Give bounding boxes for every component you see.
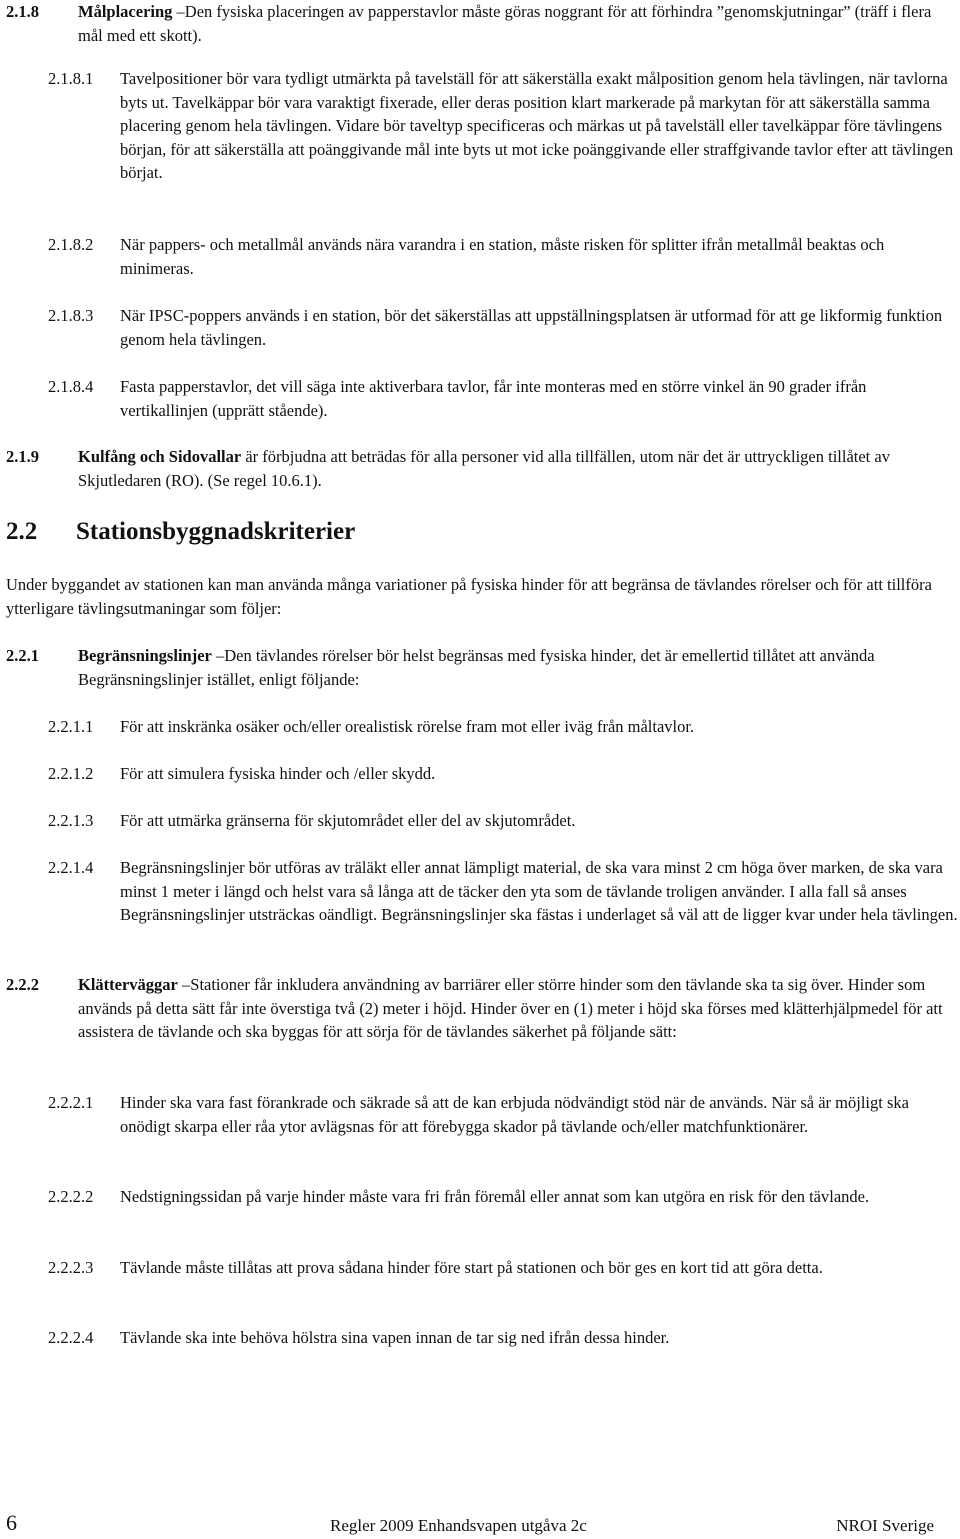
section-heading-2-2 — [6, 517, 355, 547]
organization-name: NROI Sverige — [836, 1516, 934, 1535]
section-2-2-2 — [0, 973, 960, 1044]
section-text: Tävlande ska inte behöva hölstra sina vapen innan de tar sig ned ifrån dessa hinder. — [120, 1328, 670, 1347]
section-2-1-8-2 — [0, 233, 960, 280]
section-number: 2.1.8.2 — [48, 235, 94, 254]
section-number: 2.2.1.1 — [48, 717, 94, 736]
document-title: Regler 2009 Enhandsvapen utgåva 2c — [330, 1516, 587, 1535]
section-number: 2.2.2.4 — [48, 1328, 94, 1347]
section-2-1-9 — [0, 445, 960, 492]
section-number: 2.2 — [6, 518, 38, 545]
section-number: 2.1.8.4 — [48, 377, 94, 396]
section-title: Begränsningslinjer — [78, 646, 212, 665]
section-text: är förbjudna att beträdas för alla personer vid alla tillfällen, utom när det är uttryckligen tillåtet av Skjutledaren (RO). (Se regel 10.6.1). — [78, 447, 890, 490]
section-text: – Stationer får inkludera användning av barriärer eller större hinder som den tävlande ska ta sig över. Hinder som används på detta sätt får inte överstiga två (2) meter i höjd. Hinder över en (1) meter i höjd ska förses med klätterhjälpmedel för att assistera de tävlande och ska byggas för att sörja för de tävlandes säkerhet på följande sätt: — [78, 975, 943, 1041]
section-number: 2.1.8 — [6, 2, 39, 21]
section-2-2-1-4 — [0, 856, 960, 927]
section-2-2-2-4 — [0, 1326, 960, 1350]
page-number: 6 — [6, 1510, 17, 1535]
section-2-1-8-1 — [0, 67, 960, 185]
section-2-2-1-2 — [0, 762, 960, 786]
section-text: Tavelpositioner bör vara tydligt utmärkta på tavelställ för att säkerställa exakt målposition genom hela tävlingen, när tavlorna byts ut. Tavelkäppar bör vara varaktigt fixerade, eller deras position klart markerade på markytan för att säkerställa samma placering genom hela tävlingen. Vidare bör taveltyp specificeras och märkas ut på tavelställ eller tavelkäppar före tävlingens början, för att säkerställa att poänggivande mål inte byts ut mot icke poänggivande eller straffgivande tavlor efter att tävlingen börjat. — [120, 69, 954, 182]
section-number: 2.2.2.2 — [48, 1187, 94, 1206]
section-number: 2.1.8.3 — [48, 306, 94, 325]
section-2-1-8 — [0, 0, 960, 47]
section-2-2-2-1 — [0, 1091, 960, 1138]
section-number: 2.2.2 — [6, 975, 39, 994]
intro-paragraph: Under byggandet av stationen kan man använda många variationer på fysiska hinder för att begränsa de tävlandes rörelser och för att tillföra ytterligare tävlingsutmaningar som följer: — [6, 575, 932, 618]
section-text: Begränsningslinjer bör utföras av träläkt eller annat lämpligt material, de ska vara minst 2 cm höga över marken, de ska vara minst 1 meter i längd och helst vara så långa att de täcker den yta som de tävlande troligen använder. I alla fall så anses Begränsningslinjer utsträckas oändligt. Begränsningslinjer ska fästas i underlaget så väl att de ligger kvar under hela tävlingen. — [120, 858, 958, 924]
section-number: 2.2.1 — [6, 646, 39, 665]
section-number: 2.2.1.4 — [48, 858, 94, 877]
section-text: Nedstigningssidan på varje hinder måste vara fri från föremål eller annat som kan utgöra en risk för den tävlande. — [120, 1187, 870, 1206]
section-2-2-1-1 — [0, 715, 960, 739]
section-text: Tävlande måste tillåtas att prova sådana hinder före start på stationen och bör ges en kort tid att göra detta. — [120, 1258, 823, 1277]
section-number: 2.2.1.2 — [48, 764, 94, 783]
section-title: Målplacering — [78, 2, 173, 21]
section-text: När IPSC-poppers används i en station, bör det säkerställas att uppställningsplatsen är utformad för att ge likformig funktion genom hela tävlingen. — [120, 306, 943, 349]
section-2-1-8-3 — [0, 304, 960, 351]
section-text: När pappers- och metallmål används nära varandra i en station, måste risken för splitter ifrån metallmål beaktas och minimeras. — [120, 235, 885, 278]
section-number: 2.2.1.3 — [48, 811, 94, 830]
section-text: Fasta papperstavlor, det vill säga inte aktiverbara tavlor, får inte monteras med en större vinkel än 90 grader ifrån vertikallinjen (upprätt stående). — [120, 377, 867, 420]
section-number: 2.1.9 — [6, 447, 39, 466]
section-text: – Den tävlandes rörelser bör helst begränsas med fysiska hinder, det är emellertid tillåtet att använda Begränsningslinjer istället, enligt följande: — [78, 646, 875, 689]
section-number: 2.1.8.1 — [48, 69, 94, 88]
section-text: – Den fysiska placeringen av papperstavlor måste göras noggrant för att förhindra ”genomskjutningar” (träff i flera mål med ett skott). — [78, 2, 931, 45]
section-2-1-8-4 — [0, 375, 960, 422]
section-2-2-2-2 — [0, 1185, 960, 1209]
section-number: 2.2.2.3 — [48, 1258, 94, 1277]
section-text: Hinder ska vara fast förankrade och säkrade så att de kan erbjuda nödvändigt stöd när de används. När så är möjligt ska onödigt skarpa eller råa ytor avlägsnas för att förebygga skador på tävlande och/eller matchfunktionärer. — [120, 1093, 909, 1136]
section-text: För att utmärka gränserna för skjutområdet eller del av skjutområdet. — [120, 811, 576, 830]
section-number: 2.2.2.1 — [48, 1093, 94, 1112]
section-text: För att inskränka osäker och/eller orealistisk rörelse fram mot eller iväg från måltavlor. — [120, 717, 695, 736]
section-2-2-1-3 — [0, 809, 960, 833]
section-2-2-1 — [0, 644, 960, 691]
section-title: Klätterväggar — [78, 975, 178, 994]
page-footer — [0, 1509, 960, 1539]
section-title: Stationsbyggnadskriterier — [76, 518, 356, 545]
section-title: Kulfång och Sidovallar — [78, 447, 242, 466]
section-text: För att simulera fysiska hinder och /eller skydd. — [120, 764, 436, 783]
section-2-2-2-3 — [0, 1256, 960, 1280]
